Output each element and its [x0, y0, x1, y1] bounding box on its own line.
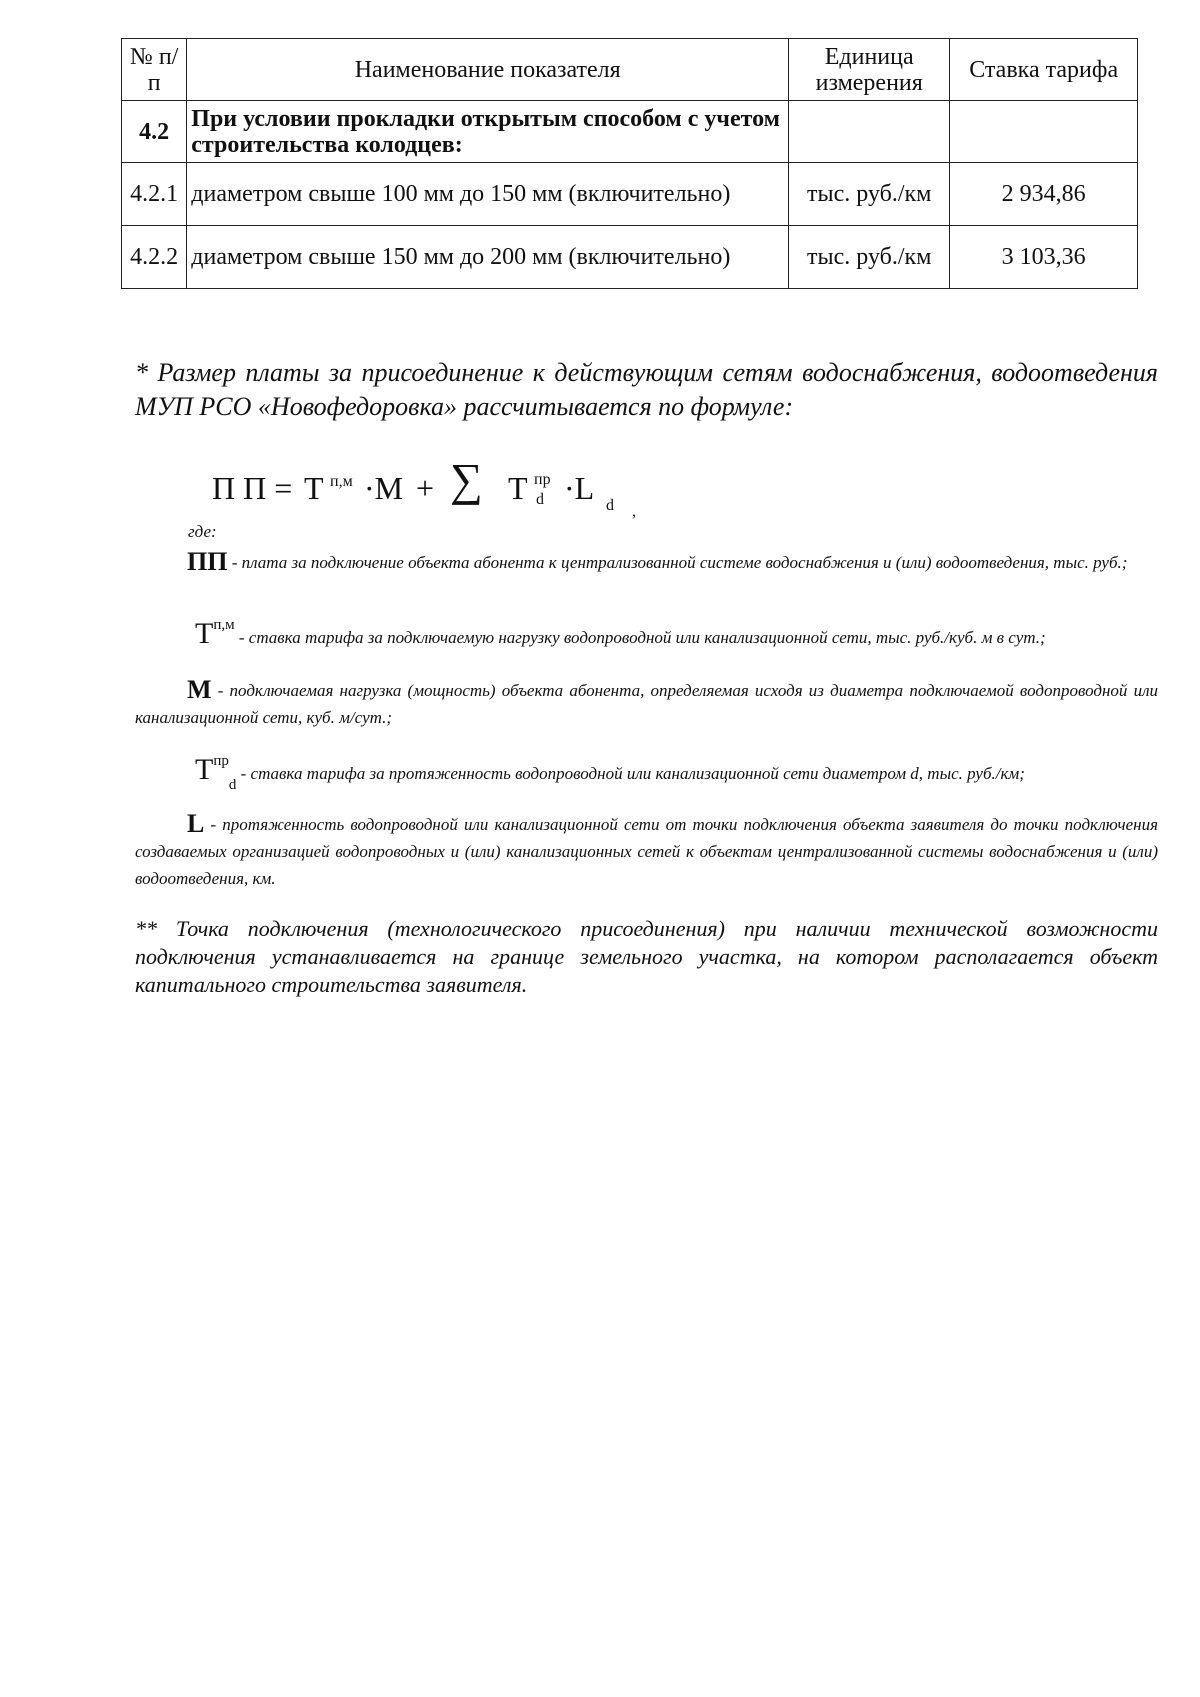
formula-dot-m: ·М [364, 470, 404, 506]
group-name: При условии прокладки открытым способом с учетом строительства колодцев: [187, 101, 789, 163]
row-unit: тыс. руб./км [789, 163, 950, 226]
definition-text: - плата за подключение объекта абонента к централизованной системе водоснабжения и (или) водоотведения, тыс. руб.; [227, 553, 1128, 572]
table-group-row [122, 101, 1138, 163]
formula-note: * Размер платы за присоединение к действующим сетям водоснабжения, водоотведения МУП РСО «Новофедоровка» рассчитывается по формуле: [135, 358, 1158, 421]
symbol-t-sup: п,м [213, 617, 235, 633]
table-row [122, 163, 1138, 226]
row-rate: 3 103,36 [950, 226, 1138, 289]
formula-sum: ∑ [450, 454, 483, 505]
definition-t-pr [135, 746, 1158, 800]
formula-lhs: П П = [212, 470, 293, 506]
table-row [122, 226, 1138, 289]
header-num: № п/п [122, 39, 187, 101]
table-header-row [122, 39, 1138, 101]
header-name: Наименование показателя [187, 39, 789, 101]
fee-formula [212, 454, 732, 522]
formula-t1: Т [304, 470, 324, 506]
tariff-table [121, 38, 1138, 289]
group-num: 4.2 [122, 101, 187, 163]
definition-text: - протяженность водопроводной или канализационной сети от точки подключения объекта заявителя до точки подключения создаваемых организацией водопроводных и (или) канализационных сетей к объектам централизованной системы водоснабжения и (или) водоотведения, км. [135, 815, 1158, 888]
definition-t-pm [135, 612, 1158, 651]
formula-t2-sup: пр [534, 471, 551, 488]
symbol-t: Т [195, 753, 214, 786]
definition-text: - ставка тарифа за подключаемую нагрузку водопроводной или канализационной сети, тыс. руб./куб. м в сут.; [234, 628, 1046, 647]
group-rate-empty [950, 101, 1138, 163]
definition-text: - подключаемая нагрузка (мощность) объекта абонента, определяемая исходя из диаметра подключаемой водопроводной или канализационной сети, куб. м/сут.; [135, 681, 1158, 727]
symbol-t-sub: d [228, 777, 237, 793]
formula-dot-l: ·L [564, 470, 595, 506]
definition-l [135, 810, 1158, 892]
symbol-m: М [187, 675, 212, 704]
where-label: где: [188, 522, 217, 541]
row-num: 4.2.1 [122, 163, 187, 226]
formula-t1-sup: п,м [330, 473, 353, 490]
symbol-pp: ПП [187, 547, 228, 576]
row-unit: тыс. руб./км [789, 226, 950, 289]
row-rate: 2 934,86 [950, 163, 1138, 226]
symbol-l: L [187, 809, 205, 838]
row-num: 4.2.2 [122, 226, 187, 289]
formula-comma: , [632, 503, 636, 520]
formula-t2: Т [508, 470, 528, 506]
connection-point-note: ** Точка подключения (технологического присоединения) при наличии технической возможности подключения устанавливается на границе земельного участка, на котором располагается объект капитального строительства заявителя. [135, 916, 1158, 997]
row-name: диаметром свыше 100 мм до 150 мм (включительно) [187, 163, 789, 226]
definition-m [135, 676, 1158, 731]
header-rate: Ставка тарифа [950, 39, 1138, 101]
row-name: диаметром свыше 150 мм до 200 мм (включительно) [187, 226, 789, 289]
definition-text: - ставка тарифа за протяженность водопроводной или канализационной сети диаметром d, тыс. руб./км; [236, 764, 1025, 783]
symbol-t-sup: пр [213, 753, 229, 769]
group-unit-empty [789, 101, 950, 163]
formula-l-sub: d [606, 497, 614, 514]
definition-pp [135, 548, 1158, 576]
formula-plus: + [416, 470, 435, 506]
header-unit: Единица измерения [789, 39, 950, 101]
formula-t2-sub: d [536, 491, 544, 508]
symbol-t: Т [195, 617, 214, 650]
